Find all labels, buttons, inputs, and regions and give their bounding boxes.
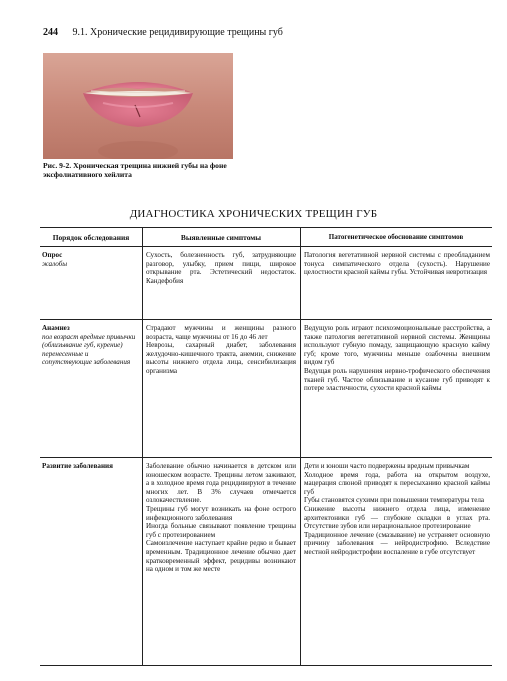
symptoms-cell <box>146 251 296 317</box>
symptom-text: Сухость, болезненность губ, затрудняющие разговор, улыбку, прием пищи, широкое открывание рта. Эстетический недостаток. Кандефобия <box>146 251 296 285</box>
symptom-text: Трещины губ могут возникать на фоне острого инфекционного заболевания <box>146 504 296 522</box>
symptom-text: Неврозы, сахарный диабет, заболевания желудочно-кишечного тракта, анемии, снижение высоты нижнего отдела лица, сенсибилизация организма <box>146 341 296 375</box>
row-stage-cell <box>42 324 138 454</box>
figure-caption: Рис. 9-2. Хроническая трещина нижней губы на фоне эксфолиативного хейлита <box>43 161 227 179</box>
diagnostics-table <box>40 227 492 667</box>
column-header: Выявленные симптомы <box>180 233 262 242</box>
symptom-text: Страдают мужчины и женщины разного возраста, чаще мужчины от 16 до 46 лет <box>146 324 296 341</box>
rationale-text: Ведущую роль играют психоэмоциональные расстройства, а также патология вегетативной нервной системы. Женщины используют губную помаду, защищающую красную кайму губ; кроме того, мужчины меньше озабочены внешним видом губ <box>304 324 490 367</box>
rationale-text: Снижение высоты нижнего отдела лица, изменение архитектоники губ — глубокие складки в углах рта. Отсутствие зубов или нерациональное протезирование <box>304 504 490 531</box>
table-title: ДИАГНОСТИКА ХРОНИЧЕСКИХ ТРЕЩИН ГУБ <box>129 208 378 220</box>
column-header: Порядок обследования <box>52 233 130 242</box>
row-title: Развитие заболевания <box>42 462 113 470</box>
table-top-border <box>40 227 492 228</box>
row-subtitle: пол возраст вредные привычки (облизывание губ, курение) перенесенные и сопутствующие заболевания <box>42 332 136 367</box>
rationale-text: Губы становятся сухими при повышении температуры тела <box>304 496 485 505</box>
symptoms-cell <box>146 324 296 454</box>
rationale-text: Традиционное лечение (смазывание) не устраняет основную причину заболевания — нейродистрофию. Вследствие местной нейродистрофии воспаление в губе отсутствует <box>304 530 490 556</box>
rationale-cell <box>304 251 490 317</box>
symptom-text: Самоизлечение наступает крайне редко и бывает временным. Традиционное лечение обычно дает кратковременный эффект, рецидивы возникают на одном и том же месте <box>146 539 296 574</box>
row-divider <box>40 457 492 458</box>
lip-photo <box>43 53 233 159</box>
column-divider <box>300 227 301 666</box>
rationale-text: Холодное время года, работа на открытом воздухе, мацерация слюной приводят к пересыханию красной каймы губ <box>304 470 490 496</box>
symptoms-cell <box>146 462 296 662</box>
rationale-text: Дети и юноши часто подвержены вредным привычкам <box>304 462 470 470</box>
rationale-cell <box>304 324 490 454</box>
page-header <box>43 27 283 38</box>
rationale-text: Ведущая роль нарушения нервно-трофического обеспечения тканей губ. Частое облизывание и кусание губ приводят к потере эластичности, сухости красной каймы <box>304 366 490 393</box>
rationale-text: Патология вегетативной нервной системы с преобладанием тонуса симпатического отдела (сухость). Нарушение целостности красной каймы губы. Устойчивая невротизация <box>304 251 490 277</box>
page-number: 244 <box>43 27 58 38</box>
row-subtitle: жалобы <box>42 259 68 268</box>
column-header: Патогенетическое обоснование симптомов <box>328 233 464 241</box>
symptom-text: Иногда больные связывают появление трещины губ с протезированием <box>146 522 296 539</box>
row-title: Анамнез <box>42 324 70 332</box>
table-bottom-border <box>40 665 492 666</box>
row-title: Опрос <box>42 251 63 259</box>
header-bottom-border <box>40 246 492 247</box>
column-divider <box>142 227 143 666</box>
rationale-cell <box>304 462 490 662</box>
row-stage-cell <box>42 251 138 317</box>
lip-photo-image <box>43 53 233 159</box>
row-divider <box>40 319 492 320</box>
row-stage-cell <box>42 462 138 662</box>
section-title: 9.1. Хронические рецидивирующие трещины губ <box>72 27 283 38</box>
symptom-text: Заболевание обычно начинается в детском или юношеском возрасте. Трещины летом заживают, а в холодное время года рецидивируют в течение многих лет. В 3% случаев отмечается озлокачествление. <box>146 462 296 505</box>
